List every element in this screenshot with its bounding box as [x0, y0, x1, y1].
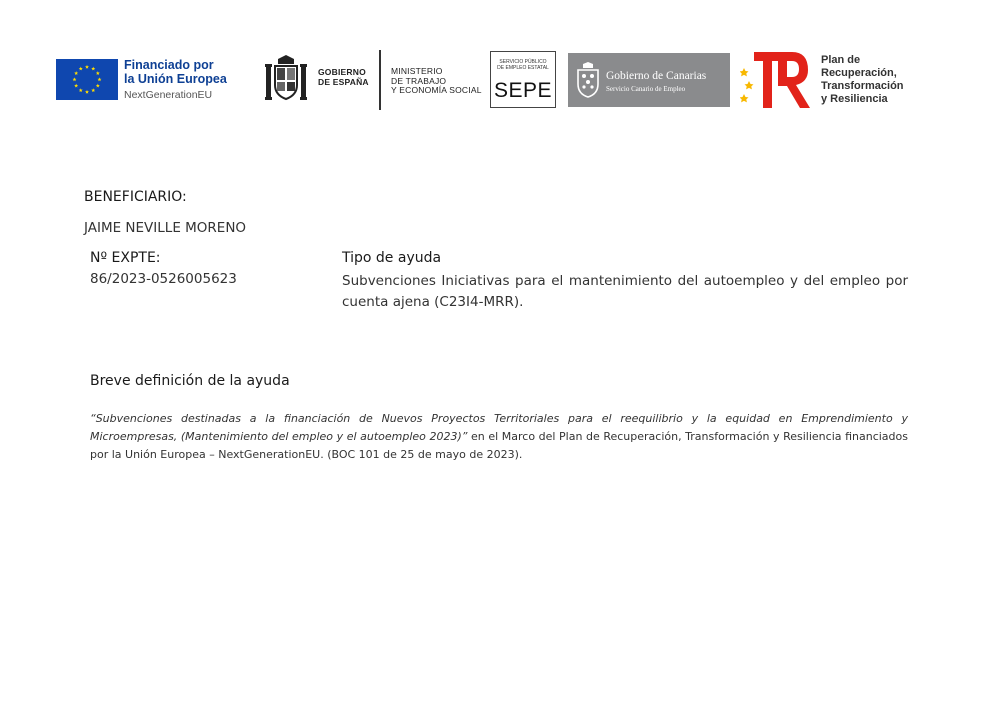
eu-line-1: Financiado por	[124, 58, 214, 72]
ministerio-line-2: DE TRABAJO	[391, 75, 447, 86]
beneficiario-label: BENEFICIARIO:	[84, 189, 187, 205]
prtr-text	[821, 54, 904, 106]
breve-definicion-italic: “Subvenciones destinadas a la financiación de Nuevos Proyectos Territoriales para el reequilibrio y la equidad en Emprendimiento y Microempresas, (Mantenimiento del empleo y el autoempleo 2023)”	[90, 412, 908, 443]
logo-divider	[379, 50, 381, 110]
breve-definicion-text	[90, 410, 908, 463]
eu-star-icon	[91, 67, 95, 71]
prtr-line-3: Transformación	[821, 79, 904, 92]
eu-star-icon	[73, 77, 77, 81]
sepe-subtitle	[491, 59, 555, 72]
canarias-shield-icon	[575, 62, 601, 98]
canarias-subtitle: Servicio Canario de Empleo	[606, 85, 686, 93]
eu-star-icon	[85, 90, 89, 94]
sepe-subtitle-line-2: DE EMPLEO ESTATAL	[497, 65, 549, 72]
canarias-title: Gobierno de Canarias	[606, 70, 707, 82]
prtr-line-2: Recuperación,	[821, 66, 897, 79]
eu-star-icon	[79, 88, 83, 92]
eu-star-icon	[85, 65, 89, 69]
breve-definicion-rest: en el Marco del Plan de Recuperación, Transformación y Resiliencia financiados por la Unión Europea – NextGenerationEU. (BOC 101 de 25 de mayo de 2023).	[90, 429, 908, 461]
eu-star-icon	[98, 77, 102, 81]
logo-header	[0, 0, 1000, 140]
sepe-logo	[490, 51, 556, 108]
breve-definicion-label: Breve definición de la ayuda	[90, 373, 290, 389]
gobierno-line-1: GOBIERNO	[318, 67, 366, 77]
eu-funding-text	[124, 58, 227, 101]
gobierno-line-2: DE ESPAÑA	[318, 76, 369, 87]
eu-star-icon	[74, 84, 78, 88]
eu-star-icon	[96, 71, 100, 75]
eu-line-2: la Unión Europea	[124, 72, 227, 87]
canarias-logo	[568, 53, 730, 107]
eu-flag-icon	[56, 59, 118, 100]
ministerio-line-1: MINISTERIO	[391, 66, 443, 76]
eu-line-3: NextGenerationEU	[124, 88, 213, 101]
expte-label: Nº EXPTE:	[90, 250, 161, 266]
eu-star-icon	[79, 67, 83, 71]
sepe-title: SEPE	[493, 79, 553, 102]
gobierno-espana-text	[318, 68, 369, 87]
eu-star-icon	[74, 71, 78, 75]
eu-stars-icon	[56, 59, 118, 100]
eu-star-icon	[91, 88, 95, 92]
spain-coat-of-arms-icon	[264, 55, 308, 103]
tipo-ayuda-value: Subvenciones Iniciativas para el mantenimiento del autoempleo y del empleo por cuenta ajena (C23I4-MRR).	[342, 273, 908, 310]
beneficiario-value: JAIME NEVILLE MORENO	[84, 220, 247, 236]
ministerio-line-3: Y ECONOMÍA SOCIAL	[391, 85, 482, 96]
prtr-logo-icon	[740, 50, 814, 110]
sepe-subtitle-line-1: SERVICIO PÚBLICO	[499, 59, 547, 65]
ministerio-text	[391, 67, 482, 96]
tipo-ayuda-label: Tipo de ayuda	[342, 250, 442, 266]
eu-star-icon	[96, 84, 100, 88]
prtr-line-1: Plan de	[821, 54, 861, 66]
prtr-line-4: y Resiliencia	[821, 92, 888, 105]
expte-value: 86/2023-0526005623	[90, 271, 237, 287]
